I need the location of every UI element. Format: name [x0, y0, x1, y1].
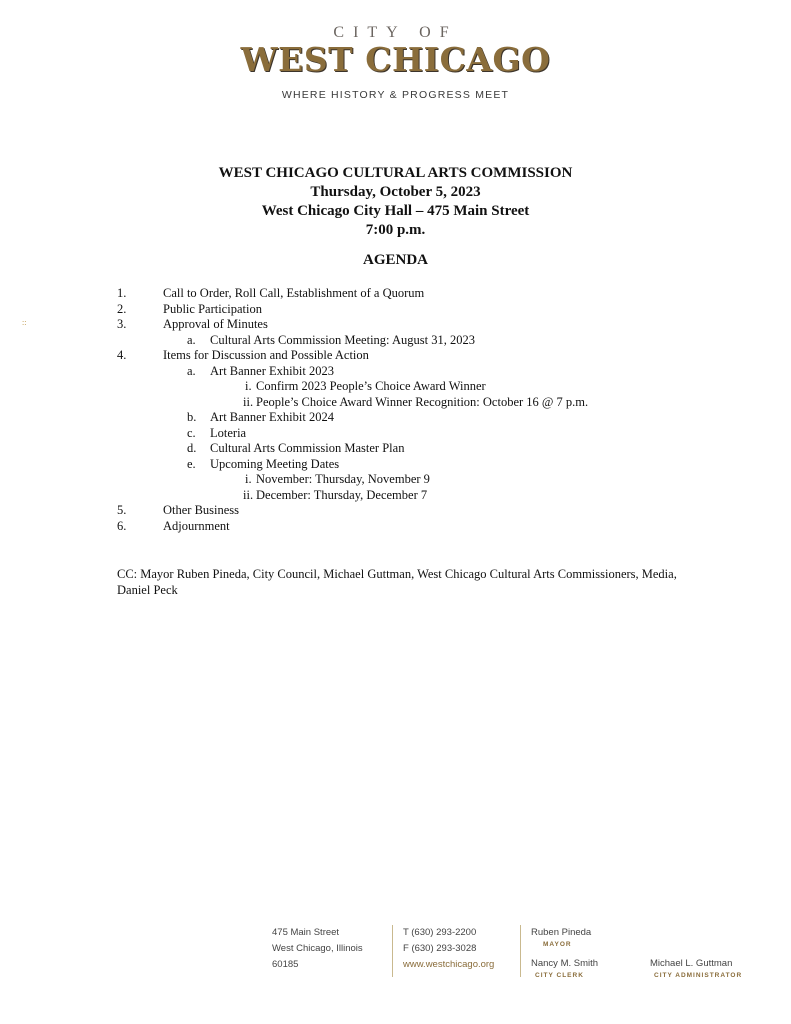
agenda-item-text: Loteria — [210, 425, 247, 440]
footer-address-zip: 60185 — [272, 959, 299, 970]
letterhead-tagline: WHERE HISTORY & PROGRESS MEET — [281, 89, 510, 101]
agenda-item-text: People’s Choice Award Winner Recognition: October 16 @ 7 p.m. — [256, 394, 589, 409]
footer-address-street: 475 Main Street — [272, 927, 340, 938]
footer-admin-name: Michael L. Guttman — [650, 958, 733, 969]
agenda-item-text: Approval of Minutes — [163, 317, 268, 331]
footer-address-city: West Chicago, Illinois — [272, 943, 363, 954]
cc-list: CC: Mayor Ruben Pineda, City Council, Michael Guttman, West Chicago Cultural Arts Commissioners, Media, Daniel Peck — [117, 567, 677, 597]
agenda-item-number: i. — [245, 472, 252, 486]
agenda-item-number: 4. — [117, 348, 127, 362]
agenda-item-text: Art Banner Exhibit 2023 — [210, 363, 334, 378]
footer-address — [272, 925, 363, 973]
footer-admin-role: CITY ADMINISTRATOR — [654, 972, 743, 979]
footer-mayor-name: Ruben Pineda — [531, 927, 592, 938]
meeting-date: Thursday, October 5, 2023 — [310, 184, 481, 200]
agenda-item-text: Art Banner Exhibit 2024 — [210, 410, 334, 424]
agenda-item-number: i. — [245, 379, 252, 393]
agenda-item-number: 2. — [117, 301, 127, 316]
agenda-item-text: November: Thursday, November 9 — [256, 472, 430, 486]
agenda-item-number: c. — [187, 425, 196, 440]
agenda-item-number: ii. — [243, 487, 254, 502]
agenda-item-number: d. — [187, 441, 197, 455]
agenda-item-number: e. — [187, 456, 196, 471]
letterhead-city-of: CITY OF — [333, 24, 458, 41]
footer-clerk-role: CITY CLERK — [535, 972, 584, 979]
footer-divider — [392, 925, 393, 977]
scan-speck: :: — [22, 318, 27, 327]
agenda-item-text: Upcoming Meeting Dates — [210, 456, 340, 471]
letterhead-city-name: WEST CHICAGO — [240, 40, 551, 79]
footer-fax: F (630) 293-3028 — [403, 943, 477, 954]
agenda-item-number: a. — [187, 332, 196, 347]
footer-divider — [520, 925, 521, 977]
agenda-item-text: Cultural Arts Commission Master Plan — [210, 441, 405, 455]
agenda-item-number: 3. — [117, 317, 127, 331]
agenda-title: AGENDA — [362, 252, 428, 268]
agenda-item-text: Confirm 2023 People’s Choice Award Winner — [256, 379, 486, 393]
agenda-item-number: 1. — [117, 286, 127, 300]
footer-administrator — [650, 956, 742, 980]
agenda-item-number: ii. — [243, 394, 254, 409]
footer-contact — [403, 925, 494, 973]
agenda-item-text: Call to Order, Roll Call, Establishment of a Quorum — [163, 286, 425, 300]
agenda-item-number: b. — [187, 410, 197, 424]
footer — [0, 925, 791, 985]
agenda-item-number: a. — [187, 363, 196, 378]
agenda-item-text: December: Thursday, December 7 — [256, 487, 428, 502]
footer-phone: T (630) 293-2200 — [403, 927, 477, 938]
meeting-header — [0, 164, 791, 240]
agenda-item-number: 6. — [117, 518, 127, 533]
footer-website-link[interactable]: www.westchicago.org — [403, 959, 495, 970]
footer-mayor-role: MAYOR — [543, 941, 572, 948]
commission-title: WEST CHICAGO CULTURAL ARTS COMMISSION — [218, 165, 573, 181]
footer-officials — [531, 925, 598, 980]
agenda-item-text: Cultural Arts Commission Meeting: August 31, 2023 — [210, 332, 475, 347]
agenda-item-text: Other Business — [163, 503, 240, 517]
meeting-location: West Chicago City Hall – 475 Main Street — [261, 203, 530, 219]
meeting-time: 7:00 p.m. — [365, 222, 426, 238]
agenda-item-number: 5. — [117, 503, 127, 517]
agenda-item-text: Items for Discussion and Possible Action — [163, 348, 369, 362]
agenda-item-text: Adjournment — [163, 518, 230, 533]
footer-clerk-name: Nancy M. Smith — [531, 958, 599, 969]
agenda-item-text: Public Participation — [163, 301, 262, 316]
